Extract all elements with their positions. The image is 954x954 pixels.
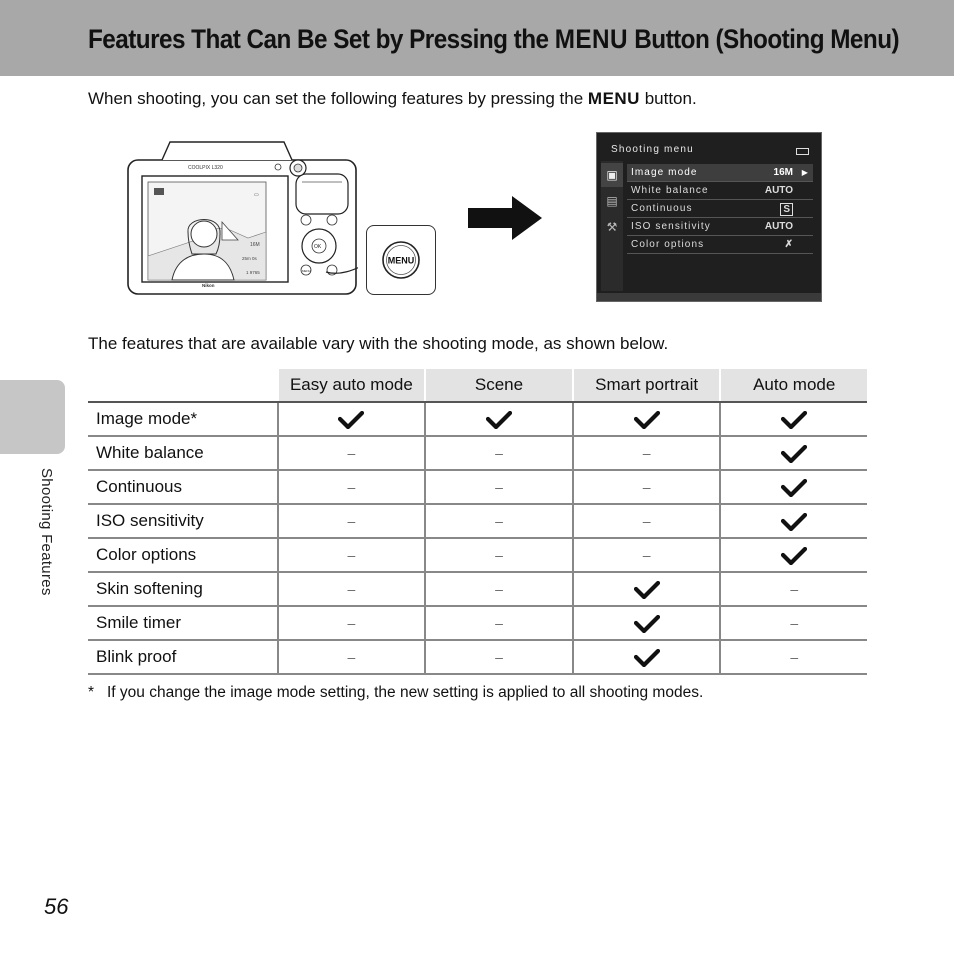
table-cell <box>278 606 426 640</box>
row-label: Skin softening <box>88 572 278 606</box>
check-icon <box>781 547 807 565</box>
table-cell <box>425 402 573 436</box>
table-cell <box>278 402 426 436</box>
title-menu-word: MENU <box>554 24 629 54</box>
table-cell <box>720 538 867 572</box>
camera-tab-icon: ▣ <box>601 163 623 187</box>
table-cell <box>573 504 721 538</box>
col-header-easy-auto: Easy auto mode <box>278 369 426 402</box>
table-row <box>88 436 867 470</box>
lcd-row-color-options: Color options ✗ <box>627 236 813 254</box>
side-section-tab <box>0 380 65 454</box>
table-row <box>88 470 867 504</box>
dash-mark: – <box>347 581 356 597</box>
dash-mark: – <box>495 479 503 495</box>
dash-mark: – <box>495 445 503 461</box>
row-label: Blink proof <box>88 640 278 674</box>
table-cell <box>278 436 426 470</box>
svg-text:25m 0s: 25m 0s <box>242 256 257 261</box>
dash-mark: – <box>495 581 503 597</box>
color-options-icon: ✗ <box>784 239 793 250</box>
lcd-row-continuous: Continuous S <box>627 200 813 218</box>
table-row <box>88 606 867 640</box>
dash-mark: – <box>347 445 356 461</box>
dash-mark: – <box>495 547 503 563</box>
dash-mark: – <box>347 513 356 529</box>
battery-icon <box>796 148 809 155</box>
feature-table <box>88 369 867 675</box>
table-cell <box>720 504 867 538</box>
table-cell <box>278 640 426 674</box>
table-cell <box>720 640 867 674</box>
table-cell <box>425 606 573 640</box>
col-header-smart-portrait: Smart portrait <box>573 369 721 402</box>
table-cell <box>425 640 573 674</box>
dash-mark: – <box>790 615 799 631</box>
dash-mark: – <box>495 513 503 529</box>
table-cell <box>720 402 867 436</box>
dash-mark: – <box>642 445 651 461</box>
row-label: White balance <box>88 436 278 470</box>
table-cell <box>425 572 573 606</box>
check-icon <box>634 615 660 633</box>
row-label: Color options <box>88 538 278 572</box>
menu-button-label: MENU <box>387 255 415 266</box>
table-cell <box>278 470 426 504</box>
right-caret-icon: ▶ <box>801 168 809 177</box>
table-cell <box>573 572 721 606</box>
row-label: ISO sensitivity <box>88 504 278 538</box>
table-header-row <box>88 369 867 402</box>
check-icon <box>781 479 807 497</box>
lcd-row-image-mode: Image mode 16M ▶ <box>627 164 813 182</box>
check-icon <box>486 411 512 429</box>
table-cell <box>425 436 573 470</box>
lcd-shooting-menu <box>596 132 822 302</box>
intro-text: When shooting, you can set the following features by pressing the MENU button. <box>88 89 697 108</box>
lcd-row-white-balance: White balance AUTO <box>627 182 813 200</box>
camera-illustration <box>126 138 358 298</box>
dash-mark: – <box>347 547 356 563</box>
menu-button-callout <box>366 225 436 295</box>
table-cell <box>425 470 573 504</box>
row-label: Smile timer <box>88 606 278 640</box>
table-row <box>88 402 867 436</box>
dash-mark: – <box>347 649 356 665</box>
table-cell <box>425 504 573 538</box>
side-section-label: Shooting Features <box>38 468 55 596</box>
lcd-bottom-bar <box>597 293 821 301</box>
table-cell <box>278 538 426 572</box>
table-cell <box>278 572 426 606</box>
lcd-menu-title: Shooting menu <box>611 144 694 155</box>
lcd-tab-strip <box>601 161 623 291</box>
svg-text:1 9765: 1 9765 <box>246 270 260 275</box>
dash-mark: – <box>642 479 651 495</box>
table-corner <box>88 369 278 402</box>
table-cell <box>425 538 573 572</box>
col-header-auto: Auto mode <box>720 369 867 402</box>
dash-mark: – <box>347 479 356 495</box>
availability-note: The features that are available vary with the shooting mode, as shown below. <box>88 334 669 353</box>
dash-mark: – <box>790 649 799 665</box>
col-header-scene: Scene <box>425 369 573 402</box>
table-row <box>88 504 867 538</box>
table-row <box>88 640 867 674</box>
dash-mark: – <box>347 615 356 631</box>
table-cell <box>573 402 721 436</box>
page-title: Features That Can Be Set by Pressing the MENU Button (Shooting Menu) <box>88 24 900 54</box>
right-arrow-icon <box>468 196 542 240</box>
row-label: Image mode* <box>88 402 278 436</box>
camera-brand-label: Nikon <box>202 283 215 288</box>
table-cell <box>573 640 721 674</box>
dash-mark: – <box>790 581 799 597</box>
svg-text:OK: OK <box>314 244 322 250</box>
camera-model-label: COOLPIX L320 <box>188 165 223 171</box>
svg-text:▭: ▭ <box>254 192 259 198</box>
dash-mark: – <box>642 513 651 529</box>
table-cell <box>573 538 721 572</box>
dash-mark: – <box>495 615 503 631</box>
check-icon <box>634 411 660 429</box>
intro-menu-word: MENU <box>587 89 640 108</box>
check-icon <box>781 445 807 463</box>
table-cell <box>573 436 721 470</box>
table-cell <box>720 470 867 504</box>
check-icon <box>781 513 807 531</box>
table-cell <box>278 504 426 538</box>
check-icon <box>338 411 364 429</box>
menu-button-icon <box>367 226 435 294</box>
table-row <box>88 538 867 572</box>
table-cell <box>573 470 721 504</box>
movie-tab-icon: ▤ <box>606 194 618 208</box>
wrench-tab-icon: ⚒ <box>606 220 618 234</box>
footnote: * If you change the image mode setting, the new setting is applied to all shooting modes. <box>88 684 704 701</box>
table-cell <box>720 606 867 640</box>
table-cell <box>720 436 867 470</box>
dash-mark: – <box>642 547 651 563</box>
dash-mark: – <box>495 649 503 665</box>
camera-menu-small-label: MENU <box>302 269 311 273</box>
check-icon <box>634 649 660 667</box>
check-icon <box>634 581 660 599</box>
table-row <box>88 572 867 606</box>
check-icon <box>781 411 807 429</box>
svg-text:16M: 16M <box>250 242 260 248</box>
table-body <box>88 402 867 674</box>
table-cell <box>720 572 867 606</box>
row-label: Continuous <box>88 470 278 504</box>
page-number: 56 <box>44 894 69 919</box>
table-cell <box>573 606 721 640</box>
lcd-row-iso: ISO sensitivity AUTO <box>627 218 813 236</box>
